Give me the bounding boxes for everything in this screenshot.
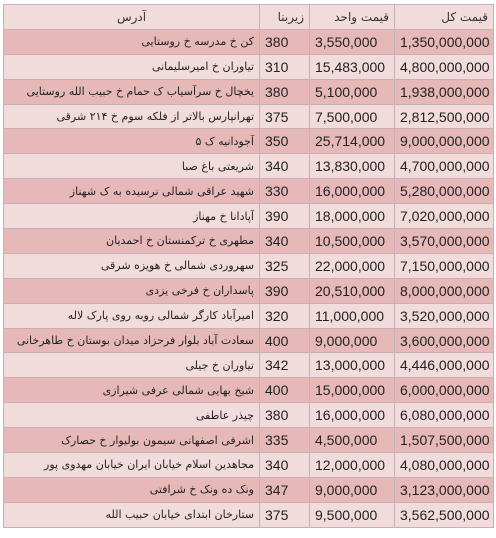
table-row	[4, 54, 494, 79]
cell-unit-price: 15,000,000	[310, 378, 395, 403]
cell-area: 350	[260, 129, 310, 154]
cell-address: اشرفی اصفهانی سیمون بولیوار خ حصارک	[4, 428, 260, 453]
table-row	[4, 129, 494, 154]
cell-unit-price: 15,483,000	[310, 54, 395, 79]
cell-unit-price: 12,000,000	[310, 453, 395, 478]
cell-total-price: 6,000,000,000	[395, 378, 494, 403]
cell-area: 320	[260, 303, 310, 328]
cell-unit-price: 9,500,000	[310, 502, 395, 527]
cell-address: ستارخان ابتدای خیابان حبیب الله	[4, 502, 260, 527]
cell-address: کن خ مدرسه خ روستایی	[4, 29, 260, 54]
table-row	[4, 378, 494, 403]
header-area: زیربنا	[260, 5, 310, 30]
cell-address: امیرآباد کارگر شمالی روبه روی پارک لاله	[4, 303, 260, 328]
cell-unit-price: 7,500,000	[310, 104, 395, 129]
table-row	[4, 154, 494, 179]
cell-unit-price: 3,550,000	[310, 29, 395, 54]
table-row	[4, 104, 494, 129]
table-row	[4, 428, 494, 453]
cell-address: شریعتی باغ صبا	[4, 154, 260, 179]
cell-address: یخچال خ سرآسیاب ک حمام خ حبیب الله روستایی	[4, 79, 260, 104]
table-container	[3, 4, 494, 528]
cell-address: تهرانپارس بالاتر از فلکه سوم خ ۲۱۴ شرقی	[4, 104, 260, 129]
cell-unit-price: 9,000,000	[310, 477, 395, 502]
cell-address: شیخ بهایی شمالی عرفی شیرازی	[4, 378, 260, 403]
cell-total-price: 4,446,000,000	[395, 353, 494, 378]
cell-total-price: 1,938,000,000	[395, 79, 494, 104]
cell-unit-price: 4,500,000	[310, 428, 395, 453]
cell-address: سعادت آباد بلوار فرحزاد میدان بوستان خ طاهرخانی	[4, 328, 260, 353]
table-row	[4, 253, 494, 278]
cell-address: شهید عراقی شمالی نرسیده به ک شهناز	[4, 179, 260, 204]
cell-total-price: 3,562,500,000	[395, 502, 494, 527]
cell-area: 342	[260, 353, 310, 378]
cell-address: پاسداران خ فرخی یزدی	[4, 278, 260, 303]
cell-address: مجاهدین اسلام خیابان ایران خیابان مهدوی پور	[4, 453, 260, 478]
cell-address: سهروردی شمالی خ هویزه شرقی	[4, 253, 260, 278]
table-row	[4, 79, 494, 104]
table-row	[4, 278, 494, 303]
cell-total-price: 4,080,000,000	[395, 453, 494, 478]
cell-unit-price: 18,000,000	[310, 204, 395, 229]
cell-area: 340	[260, 453, 310, 478]
cell-total-price: 2,812,500,000	[395, 104, 494, 129]
cell-address: مطهری خ ترکمنستان خ احمدیان	[4, 229, 260, 254]
cell-total-price: 4,700,000,000	[395, 154, 494, 179]
cell-unit-price: 5,100,000	[310, 79, 395, 104]
table-row	[4, 204, 494, 229]
header-unit-price: قیمت واحد	[310, 5, 395, 30]
cell-area: 335	[260, 428, 310, 453]
cell-total-price: 7,150,000,000	[395, 253, 494, 278]
header-address: آدرس	[4, 5, 260, 30]
cell-total-price: 5,280,000,000	[395, 179, 494, 204]
cell-area: 310	[260, 54, 310, 79]
cell-area: 340	[260, 229, 310, 254]
table-row	[4, 303, 494, 328]
cell-area: 375	[260, 104, 310, 129]
cell-area: 380	[260, 79, 310, 104]
property-listing-table	[3, 4, 494, 528]
cell-area: 390	[260, 278, 310, 303]
cell-address: آپادانا خ مهناز	[4, 204, 260, 229]
table-row	[4, 229, 494, 254]
cell-unit-price: 13,830,000	[310, 154, 395, 179]
table-row	[4, 29, 494, 54]
cell-total-price: 1,350,000,000	[395, 29, 494, 54]
cell-area: 400	[260, 328, 310, 353]
cell-address: چیذر عاطفی	[4, 403, 260, 428]
table-row	[4, 328, 494, 353]
cell-total-price: 9,000,000,000	[395, 129, 494, 154]
cell-unit-price: 9,000,000	[310, 328, 395, 353]
cell-total-price: 8,000,000,000	[395, 278, 494, 303]
cell-unit-price: 22,000,000	[310, 253, 395, 278]
cell-unit-price: 16,000,000	[310, 403, 395, 428]
cell-area: 325	[260, 253, 310, 278]
cell-total-price: 3,600,000,000	[395, 328, 494, 353]
cell-area: 380	[260, 29, 310, 54]
cell-area: 375	[260, 502, 310, 527]
header-total-price: قیمت کل	[395, 5, 494, 30]
cell-area: 330	[260, 179, 310, 204]
cell-total-price: 4,800,000,000	[395, 54, 494, 79]
cell-unit-price: 16,000,000	[310, 179, 395, 204]
cell-total-price: 3,123,000,000	[395, 477, 494, 502]
table-header-row	[4, 5, 494, 30]
cell-total-price: 3,570,000,000	[395, 229, 494, 254]
cell-unit-price: 11,000,000	[310, 303, 395, 328]
cell-area: 400	[260, 378, 310, 403]
cell-total-price: 7,020,000,000	[395, 204, 494, 229]
cell-address: ونک ده ونک خ شرافتی	[4, 477, 260, 502]
table-row	[4, 403, 494, 428]
table-body	[4, 29, 494, 527]
cell-area: 340	[260, 154, 310, 179]
cell-unit-price: 20,510,000	[310, 278, 395, 303]
table-row	[4, 477, 494, 502]
cell-unit-price: 10,500,000	[310, 229, 395, 254]
cell-unit-price: 25,714,000	[310, 129, 395, 154]
cell-address: تیاوران خ امیرسلیمانی	[4, 54, 260, 79]
table-row	[4, 502, 494, 527]
cell-total-price: 3,520,000,000	[395, 303, 494, 328]
table-row	[4, 353, 494, 378]
table-row	[4, 453, 494, 478]
cell-address: آجودانیه ک ۵	[4, 129, 260, 154]
cell-unit-price: 13,000,000	[310, 353, 395, 378]
table-row	[4, 179, 494, 204]
cell-total-price: 1,507,500,000	[395, 428, 494, 453]
cell-area: 347	[260, 477, 310, 502]
cell-address: تیاوران خ جیلی	[4, 353, 260, 378]
cell-area: 380	[260, 403, 310, 428]
cell-total-price: 6,080,000,000	[395, 403, 494, 428]
cell-area: 390	[260, 204, 310, 229]
